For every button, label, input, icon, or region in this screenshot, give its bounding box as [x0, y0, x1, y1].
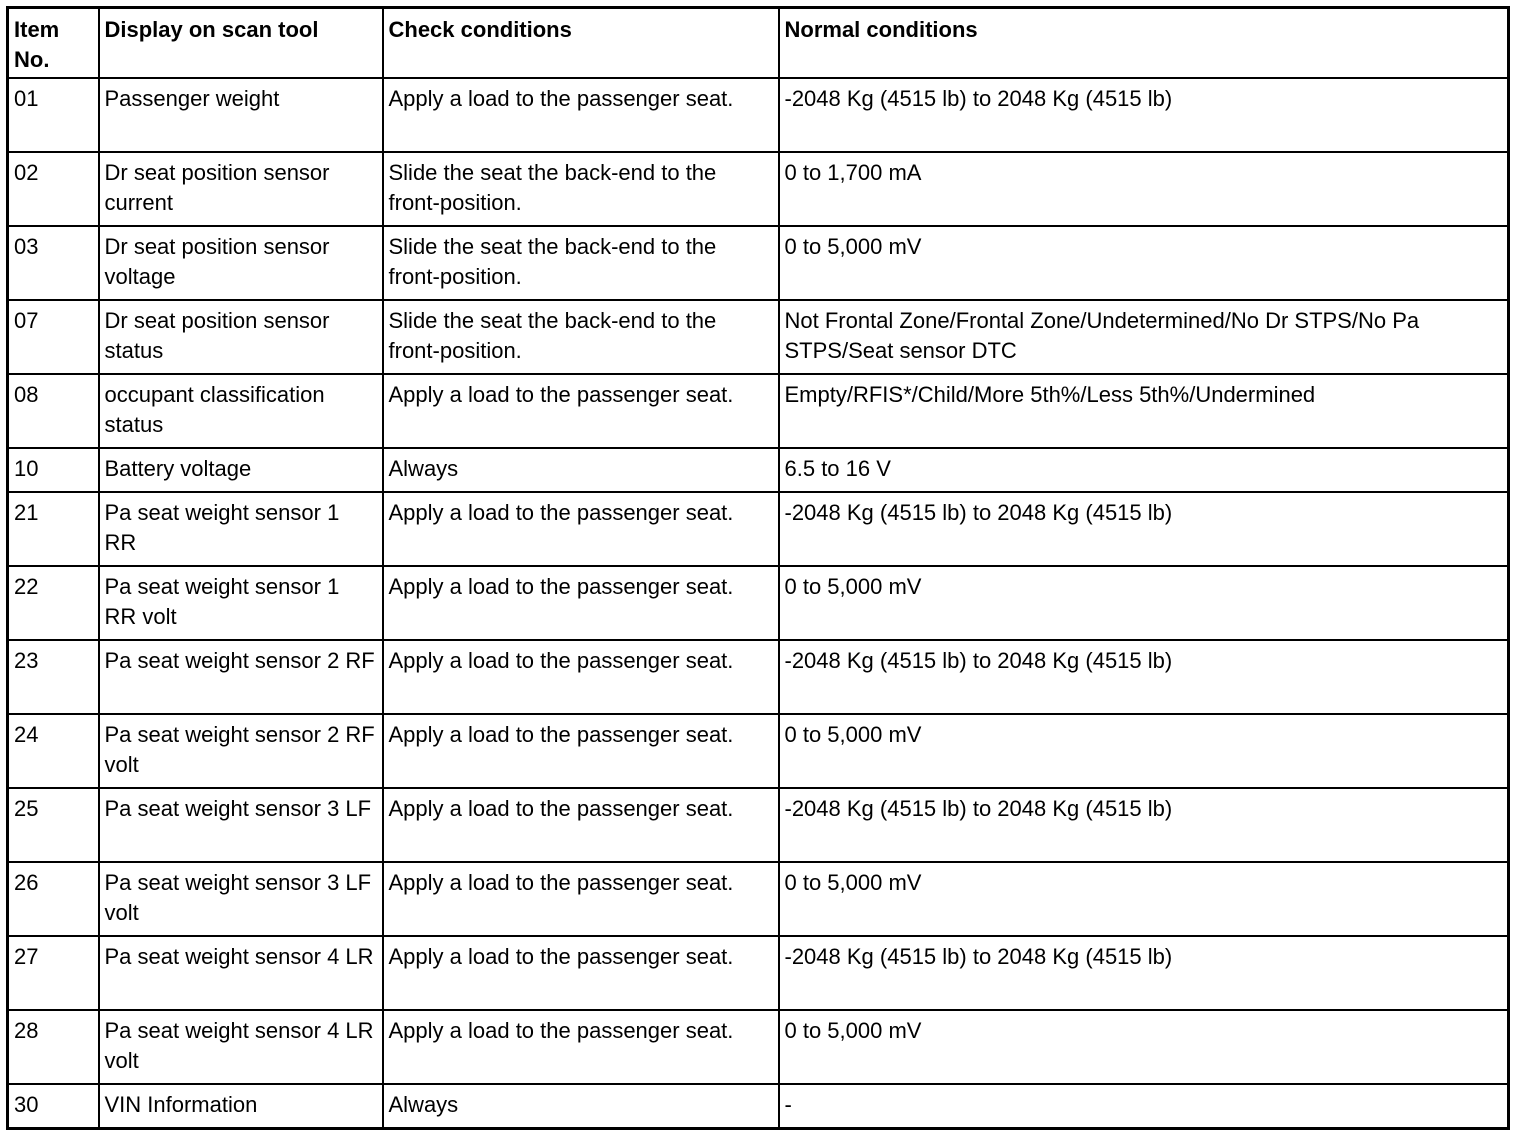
cell-normal: 0 to 5,000 mV	[779, 1010, 1509, 1084]
cell-check: Slide the seat the back-end to the front-position.	[383, 152, 779, 226]
table-row	[8, 448, 1509, 492]
cell-check: Always	[383, 1084, 779, 1129]
cell-normal: -2048 Kg (4515 lb) to 2048 Kg (4515 lb)	[779, 788, 1509, 862]
cell-check: Slide the seat the back-end to the front-position.	[383, 226, 779, 300]
cell-display: Pa seat weight sensor 3 LF	[99, 788, 383, 862]
table-row	[8, 1010, 1509, 1084]
cell-display: Pa seat weight sensor 2 RF	[99, 640, 383, 714]
table-row	[8, 788, 1509, 862]
cell-normal: -2048 Kg (4515 lb) to 2048 Kg (4515 lb)	[779, 640, 1509, 714]
cell-display: Passenger weight	[99, 78, 383, 152]
cell-normal: -	[779, 1084, 1509, 1129]
cell-display: Pa seat weight sensor 3 LF volt	[99, 862, 383, 936]
cell-display: Pa seat weight sensor 2 RF volt	[99, 714, 383, 788]
cell-item-no: 25	[8, 788, 99, 862]
cell-check: Always	[383, 448, 779, 492]
table-row	[8, 492, 1509, 566]
table-row	[8, 300, 1509, 374]
header-check-conditions: Check conditions	[383, 8, 779, 79]
cell-display: Pa seat weight sensor 1 RR volt	[99, 566, 383, 640]
cell-check: Apply a load to the passenger seat.	[383, 566, 779, 640]
table-row	[8, 936, 1509, 1010]
cell-check: Apply a load to the passenger seat.	[383, 714, 779, 788]
cell-display: Pa seat weight sensor 4 LR volt	[99, 1010, 383, 1084]
cell-display: Pa seat weight sensor 1 RR	[99, 492, 383, 566]
header-item-no: Item No.	[8, 8, 99, 79]
cell-normal: 0 to 5,000 mV	[779, 226, 1509, 300]
cell-normal: -2048 Kg (4515 lb) to 2048 Kg (4515 lb)	[779, 492, 1509, 566]
cell-display: Dr seat position sensor status	[99, 300, 383, 374]
cell-check: Apply a load to the passenger seat.	[383, 492, 779, 566]
cell-check: Apply a load to the passenger seat.	[383, 862, 779, 936]
cell-item-no: 26	[8, 862, 99, 936]
cell-check: Apply a load to the passenger seat.	[383, 374, 779, 448]
cell-display: Dr seat position sensor voltage	[99, 226, 383, 300]
cell-item-no: 03	[8, 226, 99, 300]
scan-tool-data-table	[6, 6, 1510, 1130]
cell-check: Apply a load to the passenger seat.	[383, 640, 779, 714]
header-normal-conditions: Normal conditions	[779, 8, 1509, 79]
cell-normal: Not Frontal Zone/Frontal Zone/Undetermined/No Dr STPS/No Pa STPS/Seat sensor DTC	[779, 300, 1509, 374]
cell-item-no: 21	[8, 492, 99, 566]
cell-normal: Empty/RFIS*/Child/More 5th%/Less 5th%/Undermined	[779, 374, 1509, 448]
cell-item-no: 30	[8, 1084, 99, 1129]
table-row	[8, 566, 1509, 640]
cell-display: VIN Information	[99, 1084, 383, 1129]
table-row	[8, 374, 1509, 448]
table-row	[8, 226, 1509, 300]
cell-item-no: 07	[8, 300, 99, 374]
table-header-row	[8, 8, 1509, 79]
cell-normal: -2048 Kg (4515 lb) to 2048 Kg (4515 lb)	[779, 78, 1509, 152]
cell-item-no: 08	[8, 374, 99, 448]
cell-item-no: 28	[8, 1010, 99, 1084]
table-row	[8, 1084, 1509, 1129]
header-display-on-scan-tool: Display on scan tool	[99, 8, 383, 79]
cell-check: Apply a load to the passenger seat.	[383, 936, 779, 1010]
cell-item-no: 24	[8, 714, 99, 788]
cell-item-no: 23	[8, 640, 99, 714]
cell-normal: 0 to 1,700 mA	[779, 152, 1509, 226]
cell-display: Battery voltage	[99, 448, 383, 492]
table-row	[8, 640, 1509, 714]
cell-display: occupant classification status	[99, 374, 383, 448]
table-row	[8, 714, 1509, 788]
cell-item-no: 02	[8, 152, 99, 226]
cell-display: Dr seat position sensor current	[99, 152, 383, 226]
cell-normal: -2048 Kg (4515 lb) to 2048 Kg (4515 lb)	[779, 936, 1509, 1010]
cell-normal: 6.5 to 16 V	[779, 448, 1509, 492]
cell-item-no: 10	[8, 448, 99, 492]
cell-check: Apply a load to the passenger seat.	[383, 1010, 779, 1084]
cell-item-no: 22	[8, 566, 99, 640]
table-row	[8, 78, 1509, 152]
cell-item-no: 27	[8, 936, 99, 1010]
table-row	[8, 862, 1509, 936]
cell-check: Apply a load to the passenger seat.	[383, 788, 779, 862]
cell-check: Apply a load to the passenger seat.	[383, 78, 779, 152]
cell-normal: 0 to 5,000 mV	[779, 714, 1509, 788]
cell-normal: 0 to 5,000 mV	[779, 862, 1509, 936]
table-row	[8, 152, 1509, 226]
cell-check: Slide the seat the back-end to the front-position.	[383, 300, 779, 374]
cell-display: Pa seat weight sensor 4 LR	[99, 936, 383, 1010]
cell-item-no: 01	[8, 78, 99, 152]
cell-normal: 0 to 5,000 mV	[779, 566, 1509, 640]
